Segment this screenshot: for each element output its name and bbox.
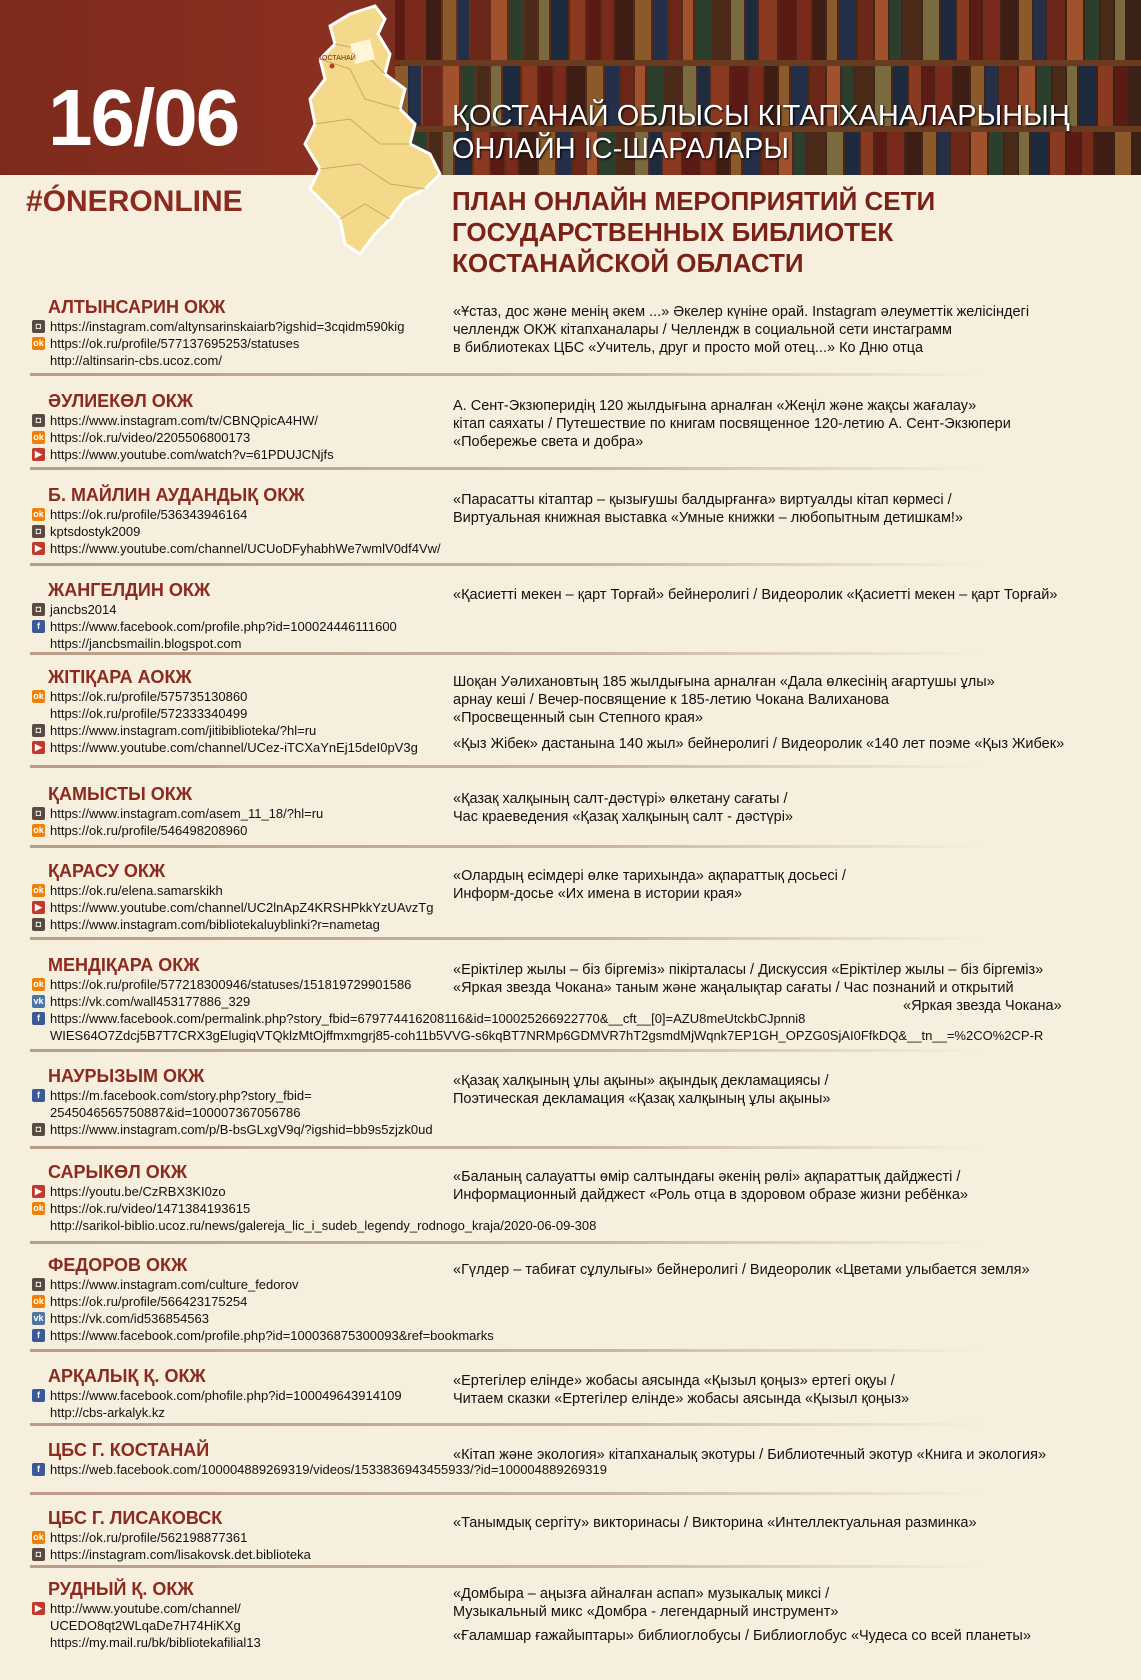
- row-separator: [30, 467, 980, 470]
- link-text[interactable]: https://www.instagram.com/p/B-bsGLxgV9q/?igshid=bb9s5zjzk0ud: [50, 1122, 433, 1137]
- link-text[interactable]: https://www.instagram.com/jitibiblioteka/?hl=ru: [50, 723, 317, 738]
- book-spine: [525, 0, 537, 60]
- link-text[interactable]: https://www.instagram.com/tv/CBNQpicA4HW/: [50, 413, 319, 428]
- event-line: «Ғаламшар ғажайыптары» библиоглобусы / Библиоглобус «Чудеса со всей планеты»: [453, 1628, 1031, 1644]
- event-description: [453, 867, 1133, 903]
- no-icon: [32, 1219, 45, 1232]
- title-kz-line: ҚОСТАНАЙ ОБЛЫСЫ КІТАПХАНАЛАРЫНЫҢ: [452, 100, 1070, 132]
- library-link[interactable]: [32, 1217, 597, 1234]
- link-text[interactable]: https://ok.ru/profile/577137695253/statuses: [50, 336, 300, 351]
- link-text[interactable]: WIES64O7Zdcj5B7T7CRX3gElugiqVTQklzMtOjffmxmgrj85-coh11b5VVG-s6kqBT7NRMp6GDMVR7hT2gsmdMjWqnk7EP1GH_OPZG0SjAI0FfkDQ&__tn__=%2CO%2CP-R: [50, 1028, 1044, 1043]
- book-spine: [635, 0, 651, 60]
- library-link[interactable]: [32, 1276, 462, 1293]
- event-line: «Парасатты кітаптар – қызығушы балдырғанға» виртуалды кітап көрмесі /: [453, 492, 952, 508]
- city-label: КОСТАНАЙ: [318, 55, 356, 62]
- event-line: «Просвещенный сын Степного края»: [453, 710, 703, 726]
- header-banner: [0, 0, 1141, 175]
- library-link[interactable]: [32, 993, 462, 1010]
- no-icon: [32, 1636, 45, 1649]
- vk-icon: vk: [33, 1313, 44, 1323]
- library-link[interactable]: [32, 618, 462, 635]
- library-links: [32, 506, 462, 557]
- library-link[interactable]: [32, 1529, 462, 1546]
- row-separator: [30, 1146, 980, 1149]
- event-line: «Қыз Жібек» дастанына 140 жыл» бейнеролигі / Видеоролик «140 лет поэме «Қыз Жибек»: [453, 736, 1065, 752]
- library-name: ҚАРАСУ ОКЖ: [48, 861, 166, 881]
- row-separator: [30, 1423, 980, 1426]
- library-link[interactable]: [32, 822, 462, 839]
- title-ru: [452, 186, 1112, 279]
- library-link[interactable]: [32, 429, 462, 446]
- event-description: [453, 303, 1133, 357]
- library-link[interactable]: [32, 352, 462, 369]
- row-separator: [30, 652, 980, 655]
- event-description: [453, 1372, 1133, 1408]
- link-text[interactable]: https://www.facebook.com/profile.php?id=100036875300093&ref=bookmarks: [50, 1328, 494, 1343]
- link-text[interactable]: https://vk.com/id536854563: [50, 1311, 209, 1326]
- facebook-icon: f: [32, 1389, 45, 1402]
- link-text[interactable]: https://my.mail.ru/bk/bibliotekafilial13: [50, 1635, 261, 1650]
- event-line: Читаем сказки «Ертегілер елінде» жобасы аясында «Қызыл қоңыз»: [453, 1391, 910, 1407]
- link-text[interactable]: https://vk.com/wall453177886_329: [50, 994, 251, 1009]
- instagram-icon: ◘: [32, 724, 45, 737]
- library-name: ҚАМЫСТЫ ОКЖ: [48, 784, 193, 804]
- no-icon: [32, 707, 45, 720]
- link-text[interactable]: https://instagram.com/altynsarinskaiarb?igshid=3cqidm590kig: [50, 319, 405, 334]
- library-links: [32, 1087, 462, 1138]
- link-text[interactable]: https://ok.ru/video/2205506800173: [50, 430, 251, 445]
- instagram-icon: ◘: [32, 807, 45, 820]
- event-description: [453, 673, 1133, 753]
- row-separator: [30, 1565, 980, 1568]
- library-link[interactable]: [32, 318, 462, 335]
- ok-icon: ok: [33, 691, 44, 701]
- library-link[interactable]: [32, 1293, 462, 1310]
- no-icon: [32, 1106, 45, 1119]
- link-text[interactable]: https://www.facebook.com/profile.php?id=100024446111600: [50, 619, 397, 634]
- ok-icon: ok: [33, 979, 44, 989]
- library-link[interactable]: [32, 1404, 462, 1421]
- title-kz: [452, 100, 1112, 166]
- title-kz-line: ОНЛАЙН ІС-ШАРАЛАРЫ: [452, 133, 790, 165]
- link-text[interactable]: https://youtu.be/CzRBX3KI0zo: [50, 1184, 226, 1199]
- event-description: [453, 397, 1133, 451]
- row-separator: [30, 563, 980, 566]
- book-spine: [971, 0, 981, 60]
- hashtag: #ÓNERONLINE: [26, 185, 243, 218]
- event-line: «Баланың салауатты өмір салтындағы әкенің рөлі» ақпараттық дайджесті /: [453, 1169, 961, 1185]
- link-text[interactable]: https://jancbsmailin.blogspot.com: [50, 636, 242, 651]
- library-link[interactable]: [32, 1087, 462, 1104]
- link-text[interactable]: kptsdostyk2009: [50, 524, 141, 539]
- library-link[interactable]: [32, 1200, 462, 1217]
- event-description: [453, 1514, 1133, 1532]
- library-name: Б. МАЙЛИН АУДАНДЫҚ ОКЖ: [48, 485, 305, 505]
- book-spine: [731, 0, 744, 60]
- date-label: 16/06: [48, 73, 239, 162]
- library-link[interactable]: [32, 1461, 607, 1478]
- link-text[interactable]: https://ok.ru/profile/566423175254: [50, 1294, 248, 1309]
- book-spine: [858, 0, 873, 60]
- city-marker: [330, 64, 335, 69]
- event-line: челлендж ОКЖ кітапханалары / Челлендж в социальной сети инстаграмм: [453, 322, 952, 338]
- book-spine: [797, 0, 811, 60]
- event-line: «Гүлдер – табиғат сұлулығы» бейнеролигі / Видеоролик «Цветами улыбается земля»: [453, 1262, 1030, 1278]
- library-link[interactable]: [32, 1546, 462, 1563]
- row-separator: [30, 1241, 980, 1244]
- link-text[interactable]: https://www.youtube.com/channel/UC2lnApZ4KRSHPkkYzUAvzTg: [50, 900, 434, 915]
- book-spine: [1034, 0, 1045, 60]
- book-spine: [683, 0, 693, 60]
- event-line: Музыкальный микс «Домбра - легендарный инструмент»: [453, 1604, 839, 1620]
- youtube-icon: ▶: [32, 448, 45, 461]
- event-line: Информационный дайджест «Роль отца в здоровом образе жизни ребёнка»: [453, 1187, 968, 1203]
- book-spine: [941, 0, 955, 60]
- event-line: «Кітап және экология» кітапханалық экотуры / Библиотечный экотур «Книга и экология»: [453, 1447, 1047, 1463]
- book-spine: [890, 0, 901, 60]
- library-link[interactable]: [32, 805, 462, 822]
- book-spine: [551, 0, 568, 60]
- library-link[interactable]: [32, 1310, 462, 1327]
- instagram-icon: ◘: [32, 525, 45, 538]
- youtube-icon: ▶: [32, 1602, 45, 1615]
- event-description: [453, 1168, 1133, 1204]
- no-icon: [32, 1619, 45, 1632]
- library-name: САРЫКӨЛ ОКЖ: [48, 1162, 188, 1182]
- library-name: НАУРЫЗЫМ ОКЖ: [48, 1066, 205, 1086]
- book-spine: [602, 0, 613, 60]
- youtube-icon: ▶: [32, 741, 45, 754]
- book-spine: [509, 0, 523, 60]
- library-link[interactable]: [32, 1634, 462, 1651]
- ok-icon: ok: [33, 432, 44, 442]
- event-line: «Побережье света и добра»: [453, 434, 644, 450]
- link-text[interactable]: http://www.youtube.com/channel/: [50, 1601, 241, 1616]
- link-text[interactable]: http://altinsarin-cbs.ucoz.com/: [50, 353, 222, 368]
- ok-icon: ok: [33, 885, 44, 895]
- library-name: МЕНДІҚАРА ОКЖ: [48, 955, 200, 975]
- book-spine: [653, 0, 667, 60]
- library-link[interactable]: [32, 1121, 462, 1138]
- link-text[interactable]: https://www.youtube.com/channel/UCez-iTCXaYnEj15deI0pV3g: [50, 740, 418, 755]
- event-line: «Қасиетті мекен – қарт Торғай» бейнеролигі / Видеоролик «Қасиетті мекен – қарт Торғай»: [453, 587, 1058, 603]
- book-spine: [875, 0, 888, 60]
- row-separator: [30, 937, 980, 940]
- library-name: ЖАНГЕЛДИН ОКЖ: [48, 580, 211, 600]
- event-line: «Домбыра – аңызға айналған аспап» музыкалық миксі /: [453, 1586, 830, 1602]
- event-description: [453, 1446, 1133, 1464]
- library-link[interactable]: [32, 916, 462, 933]
- youtube-icon: ▶: [32, 1185, 45, 1198]
- ok-icon: ok: [33, 509, 44, 519]
- link-text[interactable]: https://www.instagram.com/culture_fedorov: [50, 1277, 299, 1292]
- event-line: «Еріктілер жылы – біз біргеміз» пікірталасы / Дискуссия «Еріктілер жылы – біз біргеміз»: [453, 962, 1044, 978]
- no-icon: [32, 1029, 45, 1042]
- event-line: Виртуальная книжная выставка «Умные книжки – любопытным детишкам!»: [453, 510, 963, 526]
- library-link[interactable]: [32, 412, 462, 429]
- no-icon: [32, 1406, 45, 1419]
- library-links: [32, 805, 462, 839]
- library-name: ЦБС Г. КОСТАНАЙ: [48, 1440, 210, 1460]
- instagram-icon: ◘: [32, 603, 45, 616]
- map-shape: [305, 6, 440, 254]
- no-icon: [32, 354, 45, 367]
- instagram-icon: ◘: [32, 1548, 45, 1561]
- library-links: [32, 1276, 494, 1344]
- title-ru-line: ПЛАН ОНЛАЙН МЕРОПРИЯТИЙ СЕТИ: [452, 186, 936, 216]
- event-line: «Ұстаз, дос және менің әкем ...» Әкелер күніне орай. Instagram әлеуметтік желісіндегі: [453, 304, 1030, 320]
- library-link[interactable]: [32, 1104, 462, 1121]
- library-links: [32, 688, 462, 756]
- book-spine: [903, 0, 921, 60]
- link-text[interactable]: https://web.facebook.com/100004889269319/videos/1533836943455933/?id=100004889269319: [50, 1462, 607, 1477]
- link-text[interactable]: https://ok.ru/profile/572333340499: [50, 706, 248, 721]
- book-spine: [714, 0, 729, 60]
- link-text[interactable]: jancbs2014: [50, 602, 117, 617]
- event-line: А. Сент-Экзюперидің 120 жылдығына арналған «Жеңіл және жақсы жағалау»: [453, 398, 977, 414]
- library-link[interactable]: [32, 1183, 462, 1200]
- book-spine: [827, 0, 837, 60]
- book-spine: [983, 0, 1000, 60]
- title-ru-line: ГОСУДАРСТВЕННЫХ БИБЛИОТЕК: [452, 217, 894, 247]
- link-text[interactable]: https://www.instagram.com/bibliotekaluyblinki?r=nametag: [50, 917, 380, 932]
- library-name: ӘУЛИЕКӨЛ ОКЖ: [48, 391, 194, 411]
- library-link[interactable]: [32, 722, 462, 739]
- library-link[interactable]: [32, 882, 462, 899]
- library-link[interactable]: [32, 601, 462, 618]
- book-spine: [587, 0, 600, 60]
- library-link[interactable]: [32, 1387, 462, 1404]
- facebook-icon: f: [32, 1463, 45, 1476]
- event-line: кітап саяхаты / Путешествие по книгам посвященное 120-летию А. Сент-Экзюпери: [453, 416, 1011, 432]
- link-text[interactable]: https://ok.ru/profile/536343946164: [50, 507, 248, 522]
- book-spine: [779, 0, 795, 60]
- library-link[interactable]: [32, 446, 462, 463]
- library-link[interactable]: [32, 523, 462, 540]
- library-links: [32, 1183, 597, 1234]
- ok-icon: ok: [33, 825, 44, 835]
- library-link[interactable]: [32, 1327, 494, 1344]
- event-line: Поэтическая декламация «Қазақ халқының ұлы ақыны»: [453, 1091, 831, 1107]
- book-spine: [759, 0, 777, 60]
- ok-icon: ok: [33, 1532, 44, 1542]
- library-links: [32, 1387, 462, 1421]
- link-text[interactable]: https://ok.ru/profile/546498208960: [50, 823, 248, 838]
- library-name: ЖІТІҚАРА АОКЖ: [48, 667, 192, 687]
- book-spine: [669, 0, 681, 60]
- library-link[interactable]: [32, 739, 462, 756]
- book-spine: [1101, 0, 1113, 60]
- link-text[interactable]: https://ok.ru/profile/575735130860: [50, 689, 248, 704]
- book-spine: [1115, 66, 1128, 126]
- book-spine: [471, 0, 489, 60]
- event-line: арнау кеші / Вечер-посвящение к 185-летию Чокана Валиханова: [453, 692, 889, 708]
- library-link[interactable]: [32, 1010, 806, 1027]
- library-links: [32, 882, 462, 933]
- library-name: ФЕДОРОВ ОКЖ: [48, 1255, 188, 1275]
- book-spine: [813, 0, 825, 60]
- instagram-icon: ◘: [32, 320, 45, 333]
- event-line: в библиотеках ЦБС «Учитель, друг и просто мой отец...» Ко Дню отца: [453, 340, 924, 356]
- event-description: [453, 1261, 1133, 1279]
- book-spine: [491, 0, 507, 60]
- link-text[interactable]: https://ok.ru/profile/562198877361: [50, 1530, 248, 1545]
- book-spine: [746, 0, 757, 60]
- library-link[interactable]: [32, 976, 462, 993]
- library-link[interactable]: [32, 705, 462, 722]
- link-text[interactable]: https://ok.ru/profile/577218300946/statuses/151819729901586: [50, 977, 412, 992]
- event-description: [453, 1585, 1133, 1645]
- link-text[interactable]: UCEDO8qt2WLqaDe7H74HiKXg: [50, 1618, 241, 1633]
- instagram-icon: ◘: [32, 414, 45, 427]
- row-separator: [30, 1492, 980, 1495]
- book-spine: [839, 0, 856, 60]
- youtube-icon: ▶: [32, 542, 45, 555]
- row-separator: [30, 765, 980, 768]
- book-spine: [957, 0, 969, 60]
- row-separator: [30, 373, 980, 376]
- facebook-icon: f: [32, 620, 45, 633]
- link-text[interactable]: https://ok.ru/video/1471384193615: [50, 1201, 251, 1216]
- link-text[interactable]: https://instagram.com/lisakovsk.det.biblioteka: [50, 1547, 311, 1562]
- library-links: [32, 412, 462, 463]
- link-text[interactable]: 2545046565750887&id=100007367056786: [50, 1105, 301, 1120]
- event-description: [453, 586, 1133, 604]
- facebook-icon: f: [32, 1329, 45, 1342]
- book-spine: [570, 0, 585, 60]
- facebook-icon: f: [32, 1089, 45, 1102]
- book-spine: [1047, 0, 1065, 60]
- vk-icon: vk: [33, 996, 44, 1006]
- library-link[interactable]: [32, 899, 462, 916]
- library-link[interactable]: [32, 1617, 462, 1634]
- event-description: [453, 491, 1133, 527]
- no-icon: [32, 637, 45, 650]
- library-name: АРҚАЛЫҚ Қ. ОКЖ: [48, 1366, 206, 1386]
- instagram-icon: ◘: [32, 1278, 45, 1291]
- event-description: [453, 790, 1133, 826]
- facebook-icon: f: [32, 1012, 45, 1025]
- region-map: [290, 4, 450, 264]
- library-link[interactable]: [32, 540, 462, 557]
- book-spine: [1085, 0, 1099, 60]
- youtube-icon: ▶: [32, 901, 45, 914]
- library-links: [32, 1529, 462, 1563]
- library-links: [32, 318, 462, 369]
- event-line: «Танымдық сергіту» викторинасы / Викторина «Интеллектуальная разминка»: [453, 1515, 977, 1531]
- row-separator: [30, 1349, 980, 1352]
- library-link[interactable]: [32, 506, 462, 523]
- event-line: «Яркая звезда Чокана» таным және жаңалықтар сағаты / Час познаний и открытий: [453, 980, 1014, 996]
- book-spine: [615, 0, 633, 60]
- library-name: РУДНЫЙ Қ. ОКЖ: [48, 1579, 194, 1599]
- bookshelf-top: [395, 0, 1141, 60]
- event-line: «Қазақ халқының салт-дәстүрі» өлкетану сағаты /: [453, 791, 788, 807]
- book-spine: [1019, 0, 1032, 60]
- link-text[interactable]: http://sarikol-biblio.ucoz.ru/news/galereja_lic_i_sudeb_legendy_rodnogo_kraja/2020-06-09-308: [50, 1218, 597, 1233]
- link-text[interactable]: https://www.facebook.com/phofile.php?id=100049643914109: [50, 1388, 402, 1403]
- row-separator: [30, 845, 980, 848]
- library-links: [32, 601, 462, 652]
- book-spine: [539, 0, 549, 60]
- book-spine: [695, 0, 712, 60]
- event-description: [453, 1072, 1133, 1108]
- instagram-icon: ◘: [32, 918, 45, 931]
- library-link[interactable]: [32, 635, 462, 652]
- event-line: Шоқан Уәлихановтың 185 жылдығына арналған «Дала өлкесінің ағартушы ұлы»: [453, 674, 995, 690]
- link-text[interactable]: https://m.facebook.com/story.php?story_fbid=: [50, 1088, 312, 1103]
- link-text[interactable]: https://www.instagram.com/asem_11_18/?hl=ru: [50, 806, 324, 821]
- event-line: «Қазақ халқының ұлы ақыны» ақындық декламациясы /: [453, 1073, 829, 1089]
- book-spine: [1115, 132, 1131, 175]
- link-text[interactable]: https://www.youtube.com/channel/UCUoDFyhabhWe7wmlV0df4Vw/: [50, 541, 441, 556]
- event-line: «Ертегілер елінде» жобасы аясында «Қызыл қоңыз» ертегі оқуы /: [453, 1373, 895, 1389]
- title-ru-line: КОСТАНАЙСКОЙ ОБЛАСТИ: [452, 248, 804, 278]
- library-links: [32, 1461, 607, 1478]
- instagram-icon: ◘: [32, 1123, 45, 1136]
- library-links: [32, 1600, 462, 1651]
- event-line: Информ-досье «Их имена в истории края»: [453, 886, 743, 902]
- event-description: [453, 961, 1133, 1015]
- library-name: АЛТЫНСАРИН ОКЖ: [48, 297, 226, 317]
- book-spine: [923, 0, 939, 60]
- event-line: «Олардың есімдері өлке тарихында» ақпараттық досьесі /: [453, 868, 846, 884]
- ok-icon: ok: [33, 338, 44, 348]
- ok-icon: ok: [33, 1203, 44, 1213]
- row-separator: [30, 1049, 980, 1052]
- event-line: «Яркая звезда Чокана»: [903, 998, 1062, 1014]
- book-spine: [1115, 0, 1125, 60]
- book-spine: [1067, 0, 1083, 60]
- library-name: ЦБС Г. ЛИСАКОВСК: [48, 1508, 223, 1528]
- library-link[interactable]: [32, 335, 462, 352]
- link-text[interactable]: https://www.youtube.com/watch?v=61PDUJCNjfs: [50, 447, 334, 462]
- library-link[interactable]: [32, 688, 462, 705]
- book-spine: [458, 0, 469, 60]
- library-link[interactable]: [32, 1600, 462, 1617]
- event-line: Час краеведения «Қазақ халқының салт - дәстүрі»: [453, 809, 793, 825]
- link-text[interactable]: http://cbs-arkalyk.kz: [50, 1405, 165, 1420]
- link-text[interactable]: https://www.facebook.com/permalink.php?story_fbid=679774416208116&id=100025266922770&__cft__[0]=AZU8meUtckbCJpnni8: [50, 1011, 806, 1026]
- ok-icon: ok: [33, 1296, 44, 1306]
- link-text[interactable]: https://ok.ru/elena.samarskikh: [50, 883, 223, 898]
- library-link[interactable]: [32, 1027, 1044, 1044]
- book-spine: [1002, 0, 1017, 60]
